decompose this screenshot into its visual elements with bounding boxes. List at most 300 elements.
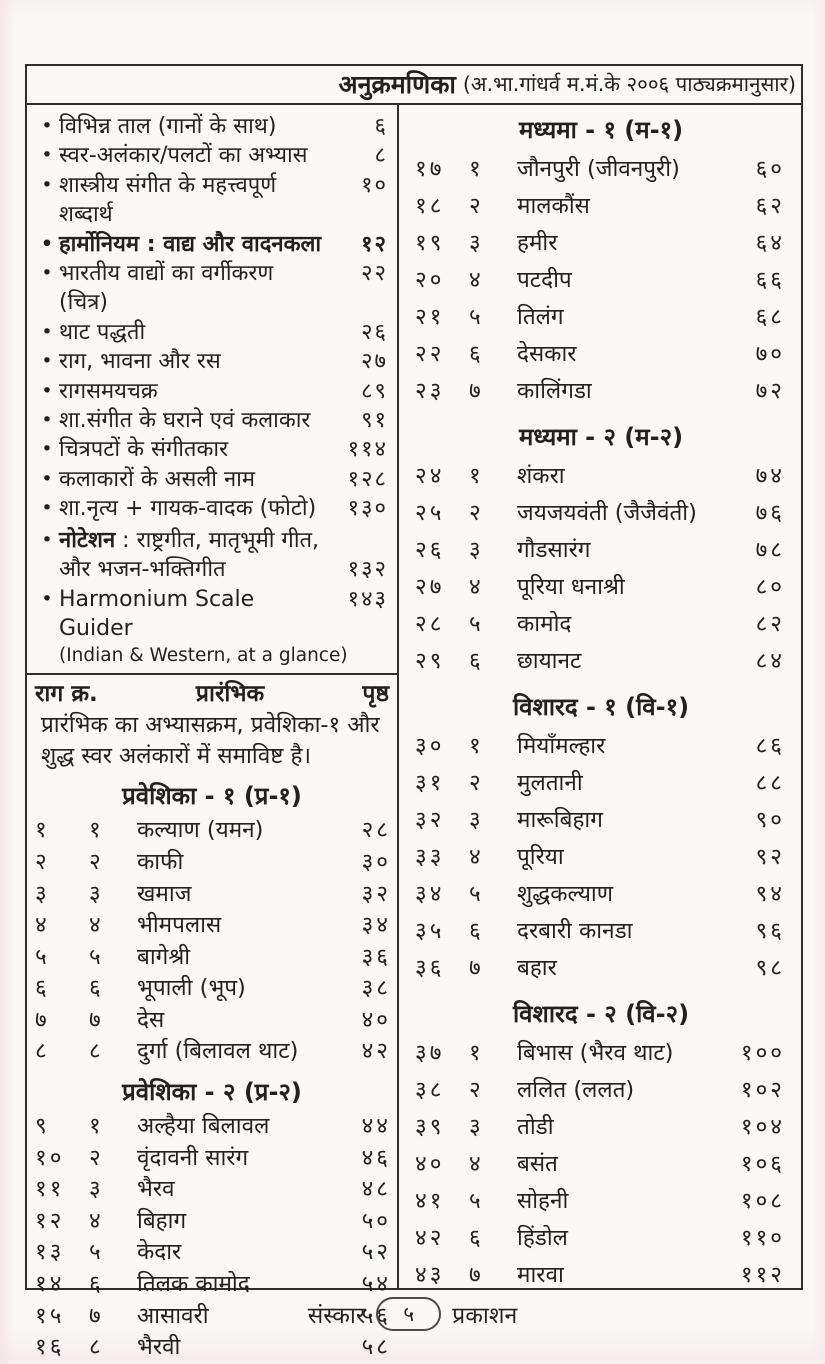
harmonium-subtitle: (Indian & Western, at a glance) <box>59 645 348 667</box>
raga-number: ७ <box>469 378 481 404</box>
raga-serial: २२ <box>415 341 445 367</box>
raga-serial: ४ <box>35 912 50 939</box>
raga-number: १ <box>469 463 481 489</box>
notation-bold-word: नोटेशन <box>59 527 116 553</box>
front-matter-page: २७ <box>361 349 388 375</box>
front-matter-label: कलाकारों के असली नाम <box>59 466 256 492</box>
raga-number: ७ <box>89 1006 101 1033</box>
raga-serial: १ <box>35 817 50 844</box>
raga-page: ६८ <box>755 304 785 330</box>
raga-page: ११० <box>740 1225 785 1251</box>
raga-row <box>405 765 797 802</box>
raga-page: ९८ <box>755 955 785 981</box>
raga-number: ७ <box>469 1262 481 1288</box>
raga-row <box>405 1035 797 1072</box>
front-matter-label: हार्मोनियम : वाद्य और वादनकला <box>59 231 322 257</box>
raga-number: ३ <box>469 807 481 833</box>
front-matter-label: रागसमयचक्र <box>59 378 158 404</box>
raga-name: सोहनी <box>517 1188 569 1214</box>
front-matter-label: शा.नृत्य + गायक-वादक (फोटो) <box>59 496 317 522</box>
front-matter-page: २२ <box>361 261 388 287</box>
raga-rows-madhyama-2 <box>405 458 797 680</box>
raga-row <box>405 151 797 188</box>
column-header-page: पृष्ठ <box>362 681 389 708</box>
raga-row <box>27 879 397 911</box>
raga-page: ९२ <box>755 844 785 870</box>
raga-page: ९६ <box>755 918 785 944</box>
bullet-icon: • <box>41 587 53 610</box>
front-matter-page: ६ <box>374 114 388 139</box>
raga-serial: १६ <box>35 1334 65 1361</box>
bullet-icon: • <box>41 350 53 373</box>
raga-page: ७४ <box>755 463 785 489</box>
raga-page: ३८ <box>361 975 391 1002</box>
raga-serial: २४ <box>415 463 445 489</box>
raga-serial: ६ <box>35 975 50 1002</box>
raga-page: ३० <box>361 848 391 875</box>
raga-name: कामोद <box>517 611 572 637</box>
front-matter-item <box>35 141 393 170</box>
publisher-footer <box>0 1297 825 1331</box>
raga-row <box>405 299 797 336</box>
raga-serial: ३७ <box>415 1040 445 1066</box>
raga-row <box>405 802 797 839</box>
raga-serial: ४२ <box>415 1225 445 1251</box>
raga-row <box>27 1269 397 1301</box>
notation-rest: : राष्ट्रगीत, मातृभूमी गीत, <box>115 527 320 553</box>
raga-page: ११२ <box>740 1262 785 1288</box>
raga-row <box>27 847 397 879</box>
bullet-icon: • <box>41 144 53 167</box>
raga-page: ६४ <box>755 230 785 256</box>
raga-row <box>405 336 797 373</box>
front-matter-page: १० <box>361 172 388 198</box>
raga-serial: २५ <box>415 500 445 526</box>
notation-line-1 <box>59 526 393 555</box>
raga-page: ८६ <box>755 733 785 759</box>
raga-name: भीमपलास <box>137 912 222 939</box>
raga-name: पटदीप <box>517 267 572 293</box>
raga-name: मारवा <box>517 1262 564 1288</box>
raga-row <box>405 1072 797 1109</box>
publisher-name-left: संस्कार <box>307 1303 366 1329</box>
raga-page: ६२ <box>755 193 785 219</box>
intro-note: प्रारंभिक का अभ्यासक्रम, प्रवेशिका-१ और शुद्ध स्वर अलंकारों में समाविष्ट है। <box>41 712 380 770</box>
raga-page: २८ <box>361 817 391 844</box>
raga-serial: ९ <box>35 1113 50 1140</box>
raga-serial: ४० <box>415 1151 445 1177</box>
bullet-icon: • <box>41 173 53 196</box>
front-matter-item <box>35 259 393 318</box>
harmonium-page: १४३ <box>347 586 388 612</box>
section-title-madhyama-1: मध्यमा - १ (म-१) <box>518 116 684 144</box>
front-matter-label: स्वर-अलंकार/पलटों का अभ्यास <box>59 143 308 169</box>
raga-serial: २ <box>35 848 50 875</box>
front-matter-item-harmonium <box>35 585 393 669</box>
notation-line-2 <box>59 555 393 584</box>
raga-name: बागेश्री <box>137 943 191 970</box>
index-header <box>27 66 801 105</box>
raga-row <box>27 942 397 974</box>
raga-row <box>405 950 797 987</box>
raga-serial: ३२ <box>415 807 445 833</box>
raga-number: ६ <box>89 1271 101 1298</box>
raga-page: १०० <box>740 1040 785 1066</box>
bullet-icon: • <box>40 232 54 255</box>
raga-number: २ <box>89 848 101 875</box>
raga-page: ७२ <box>755 378 785 404</box>
raga-number: ४ <box>469 267 481 293</box>
raga-serial: २९ <box>415 648 445 674</box>
raga-rows-madhyama-1 <box>405 151 797 410</box>
front-matter-list-special <box>27 526 397 671</box>
raga-row <box>27 973 397 1005</box>
raga-page: ७६ <box>755 500 785 526</box>
raga-row <box>27 815 397 847</box>
raga-number: ५ <box>469 1188 481 1214</box>
raga-serial: २७ <box>415 574 445 600</box>
raga-number: १ <box>469 1040 481 1066</box>
raga-name: हिंडोल <box>517 1225 568 1251</box>
raga-page: ४८ <box>361 1176 391 1203</box>
raga-number: ५ <box>469 304 481 330</box>
raga-page: ५६ <box>361 1302 391 1329</box>
raga-number: १ <box>89 817 101 844</box>
front-matter-page: ११४ <box>347 437 388 463</box>
raga-row <box>405 839 797 876</box>
raga-row <box>27 1237 397 1269</box>
raga-serial: ७ <box>35 1006 50 1033</box>
raga-name: केदार <box>137 1239 182 1266</box>
column-header-level: प्रारंभिक <box>195 681 265 708</box>
front-matter-list <box>27 105 397 526</box>
raga-page: १०४ <box>740 1114 785 1140</box>
raga-number: १ <box>469 156 481 182</box>
front-matter-page: २६ <box>361 319 388 345</box>
section-title-madhyama-2: मध्यमा - २ (म-२) <box>518 423 684 451</box>
raga-name: देसकार <box>517 341 577 367</box>
raga-name: मारूबिहाग <box>517 807 603 833</box>
front-matter-item <box>35 112 393 141</box>
raga-serial: १४ <box>35 1271 65 1298</box>
raga-row <box>405 495 797 532</box>
raga-name: जौनपुरी (जीवनपुरी) <box>517 156 680 182</box>
raga-row <box>27 1174 397 1206</box>
raga-serial: ८ <box>35 1038 50 1065</box>
front-matter-item <box>35 171 393 230</box>
front-matter-label: भारतीय वाद्यों का वर्गीकरण (चित्र) <box>59 261 274 316</box>
bullet-icon: • <box>41 262 53 285</box>
bullet-icon: • <box>41 379 53 402</box>
notation-label <box>59 526 393 555</box>
raga-number: ३ <box>469 1114 481 1140</box>
front-matter-label: शा.संगीत के घराने एवं कलाकार <box>59 408 311 434</box>
raga-serial: १२ <box>35 1207 65 1234</box>
raga-name: ललित (ललत) <box>517 1077 635 1103</box>
raga-name: गौडसारंग <box>517 537 591 563</box>
bullet-icon: • <box>41 115 53 137</box>
raga-number: ४ <box>89 1207 101 1234</box>
front-matter-item-notation <box>35 526 393 585</box>
front-matter-item <box>35 465 393 494</box>
front-matter-label: राग, भावना और रस <box>59 349 221 375</box>
raga-page: ५८ <box>361 1334 391 1361</box>
publisher-name-right: प्रकाशन <box>452 1303 518 1329</box>
raga-page: ८२ <box>755 611 785 637</box>
raga-row <box>405 188 797 225</box>
notation-page: १३२ <box>347 557 388 583</box>
raga-row <box>405 1146 797 1183</box>
raga-number: ६ <box>469 1225 481 1251</box>
raga-page: ९० <box>755 807 785 833</box>
raga-row <box>405 1109 797 1146</box>
raga-name: दरबारी कानडा <box>517 918 633 944</box>
bullet-icon: • <box>41 467 53 490</box>
raga-serial: २३ <box>415 378 445 404</box>
raga-serial: २० <box>415 267 445 293</box>
front-matter-label: चित्रपटों के संगीतकार <box>59 437 229 463</box>
raga-row <box>405 728 797 765</box>
raga-row <box>405 262 797 299</box>
front-matter-page: ९१ <box>361 408 388 434</box>
raga-serial: ३५ <box>415 918 445 944</box>
bullet-icon: • <box>41 320 53 343</box>
raga-number: २ <box>469 770 481 796</box>
raga-rows-visharad-1 <box>405 728 797 987</box>
front-matter-item <box>35 230 393 259</box>
raga-row <box>27 1332 397 1364</box>
section-title-praveshika-1: प्रवेशिका - १ (प्र-१) <box>122 782 302 811</box>
raga-name: हमीर <box>517 230 558 256</box>
raga-row <box>405 532 797 569</box>
raga-name: बिहाग <box>137 1207 187 1234</box>
raga-row <box>405 458 797 495</box>
raga-rows-praveshika-1 <box>27 815 397 1068</box>
raga-serial: ४३ <box>415 1262 445 1288</box>
front-matter-label: थाट पद्धती <box>59 319 146 345</box>
harmonium-entry <box>59 585 393 669</box>
harmonium-line-1 <box>59 585 393 644</box>
raga-number: ३ <box>89 880 101 907</box>
raga-page: ७८ <box>755 537 785 563</box>
raga-number: २ <box>469 193 481 219</box>
section-title-praveshika-2: प्रवेशिका - २ (प्र-२) <box>122 1078 302 1107</box>
raga-name: काफी <box>137 848 184 875</box>
raga-number: ७ <box>89 1302 101 1329</box>
raga-number: १ <box>469 733 481 759</box>
raga-page: ८४ <box>755 648 785 674</box>
raga-page: ३६ <box>361 943 391 970</box>
raga-serial: ३३ <box>415 844 445 870</box>
raga-name: शुद्धकल्याण <box>517 881 613 907</box>
raga-page: ५२ <box>361 1239 391 1266</box>
column-header-serial: राग क्र. <box>35 681 98 708</box>
raga-number: ५ <box>469 611 481 637</box>
raga-page: ४६ <box>361 1144 391 1171</box>
raga-number: ३ <box>89 1176 101 1203</box>
notation-label-2: और भजन-भक्तिगीत <box>59 557 226 583</box>
raga-name: कालिंगडा <box>517 378 592 404</box>
front-matter-label: शास्त्रीय संगीत के महत्त्वपूर्ण शब्दार्थ <box>59 172 277 228</box>
raga-number: ५ <box>89 1239 101 1266</box>
raga-row <box>27 910 397 942</box>
bullet-icon: • <box>41 528 53 551</box>
raga-name: मियाँमल्हार <box>517 733 606 759</box>
front-matter-page: १२८ <box>347 466 388 492</box>
raga-number: ७ <box>469 955 481 981</box>
raga-name: पूरिया धनाश्री <box>517 574 625 600</box>
front-matter-page: १२ <box>361 231 388 257</box>
raga-page: ४० <box>361 1006 391 1033</box>
notation-entry <box>59 526 393 585</box>
raga-serial: ३९ <box>415 1114 445 1140</box>
raga-row <box>27 1206 397 1238</box>
front-matter-item <box>35 377 393 406</box>
raga-serial: १० <box>35 1144 65 1171</box>
raga-rows-visharad-2 <box>405 1035 797 1294</box>
raga-page: १०६ <box>740 1151 785 1177</box>
raga-serial: ३ <box>35 880 50 907</box>
raga-name: मालकौंस <box>517 193 590 219</box>
raga-page: ३२ <box>361 880 391 907</box>
raga-name: बिभास (भैरव थाट) <box>517 1040 674 1066</box>
raga-row <box>27 1143 397 1175</box>
raga-page: १०८ <box>740 1188 785 1214</box>
raga-name: तिलंग <box>517 304 564 330</box>
page-number-badge: ५ <box>376 1297 441 1331</box>
raga-name: भूपाली (भूप) <box>137 975 246 1002</box>
raga-number: ६ <box>469 648 481 674</box>
raga-number: ५ <box>89 943 101 970</box>
raga-number: ६ <box>89 975 101 1002</box>
raga-serial: १८ <box>415 193 445 219</box>
raga-name: वृंदावनी सारंग <box>137 1144 249 1171</box>
raga-serial: १३ <box>35 1239 65 1266</box>
raga-serial: ३८ <box>415 1077 445 1103</box>
raga-page: ७० <box>755 341 785 367</box>
raga-name: छायानट <box>517 648 582 674</box>
section-title-visharad-2: विशारद - २ (वि-२) <box>512 1000 690 1028</box>
raga-page: ३४ <box>361 912 391 939</box>
raga-name: खमाज <box>137 880 192 907</box>
raga-serial: ३४ <box>415 881 445 907</box>
raga-row <box>405 1257 797 1294</box>
raga-number: ३ <box>469 537 481 563</box>
harmonium-label: Harmonium Scale Guider <box>59 586 255 641</box>
raga-page: ८० <box>755 574 785 600</box>
bullet-icon: • <box>41 438 53 461</box>
raga-row <box>27 1005 397 1037</box>
page-subtitle: (अ.भा.गांधर्व म.मं.के २००६ पाठ्यक्रमानुसार) <box>462 71 796 96</box>
raga-row <box>405 569 797 606</box>
raga-page: ९४ <box>755 881 785 907</box>
raga-row <box>405 1183 797 1220</box>
page-title: अनुक्रमणिका <box>338 69 456 99</box>
right-column <box>399 105 801 1288</box>
front-matter-item <box>35 318 393 347</box>
front-matter-page: १३० <box>347 496 388 522</box>
raga-serial: ४१ <box>415 1188 445 1214</box>
raga-page: ४४ <box>361 1113 391 1140</box>
raga-number: २ <box>89 1144 101 1171</box>
section-title-visharad-1: विशारद - १ (वि-१) <box>512 693 690 721</box>
raga-number: ८ <box>89 1038 101 1065</box>
raga-number: ५ <box>469 881 481 907</box>
raga-name: दुर्गा (बिलावल थाट) <box>137 1038 299 1065</box>
raga-serial: ५ <box>35 943 50 970</box>
raga-number: ४ <box>469 574 481 600</box>
raga-page: ६० <box>755 156 785 182</box>
raga-serial: २८ <box>415 611 445 637</box>
raga-number: ४ <box>89 912 101 939</box>
raga-name: मुलतानी <box>517 770 583 796</box>
bullet-icon: • <box>41 409 53 432</box>
raga-name: बसंत <box>517 1151 558 1177</box>
raga-row <box>405 643 797 680</box>
front-matter-item <box>35 347 393 376</box>
raga-page: १०२ <box>740 1077 785 1103</box>
raga-page: ६६ <box>755 267 785 293</box>
raga-row <box>405 876 797 913</box>
front-matter-page: ८ <box>374 143 388 169</box>
raga-number: २ <box>469 500 481 526</box>
raga-name: भैरवी <box>137 1334 181 1361</box>
raga-name: तिलक कामोद <box>137 1271 250 1298</box>
raga-name: देस <box>137 1006 165 1033</box>
raga-page: ४२ <box>361 1038 391 1065</box>
raga-page: ५४ <box>361 1271 391 1298</box>
raga-row <box>27 1036 397 1068</box>
raga-row <box>405 1220 797 1257</box>
raga-table-header <box>27 675 397 709</box>
raga-page: ५० <box>361 1207 391 1234</box>
raga-number: १ <box>89 1113 101 1140</box>
raga-name: बहार <box>517 955 557 981</box>
raga-row <box>27 1111 397 1143</box>
raga-serial: २१ <box>415 304 445 330</box>
raga-name: अल्हैया बिलावल <box>137 1113 270 1140</box>
raga-name: तोडी <box>517 1114 554 1140</box>
raga-number: ६ <box>469 918 481 944</box>
raga-number: ८ <box>89 1334 101 1361</box>
raga-page: ८८ <box>755 770 785 796</box>
raga-serial: २६ <box>415 537 445 563</box>
raga-number: ४ <box>469 1151 481 1177</box>
raga-row <box>405 225 797 262</box>
raga-row <box>405 913 797 950</box>
raga-serial: ३६ <box>415 955 445 981</box>
front-matter-item <box>35 494 393 523</box>
raga-number: ३ <box>469 230 481 256</box>
raga-number: २ <box>469 1077 481 1103</box>
raga-name: कल्याण (यमन) <box>137 817 264 844</box>
raga-row <box>405 606 797 643</box>
front-matter-page: ८९ <box>361 378 388 404</box>
front-matter-label: विभिन्न ताल (गानों के साथ) <box>59 114 277 139</box>
raga-serial: ३० <box>415 733 445 759</box>
raga-name: पूरिया <box>517 844 564 870</box>
front-matter-item <box>35 406 393 435</box>
raga-serial: ३१ <box>415 770 445 796</box>
raga-serial: ११ <box>35 1176 65 1203</box>
raga-number: ६ <box>469 341 481 367</box>
raga-number: ४ <box>469 844 481 870</box>
raga-serial: १५ <box>35 1302 65 1329</box>
raga-name: भैरव <box>137 1176 175 1203</box>
front-matter-item <box>35 435 393 464</box>
raga-serial: १९ <box>415 230 445 256</box>
raga-serial: १७ <box>415 156 445 182</box>
